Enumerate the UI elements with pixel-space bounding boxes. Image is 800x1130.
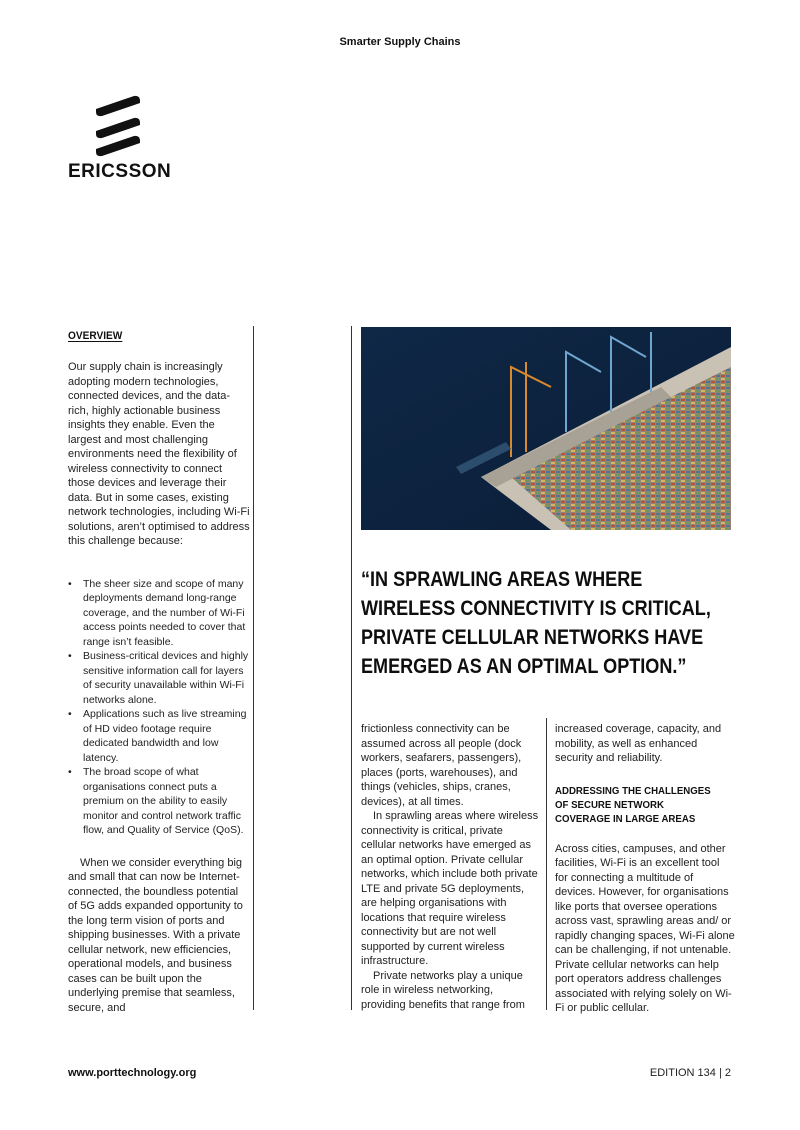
overview-heading: OVERVIEW (68, 330, 123, 342)
pull-quote: “IN SPRAWLING AREAS WHERE WIRELESS CONNECTIVITY IS CRITICAL, PRIVATE CELLULAR NETWORKS HAVE EMERGED AS AN OPTIMAL OPTION.” (361, 568, 711, 678)
list-item: • The broad scope of what organisations connect puts a premium on the ability to easily monitor and control network traffic flow, and Quality of Service (QoS). (68, 766, 244, 836)
overview-column (68, 330, 250, 1015)
logo-wordmark: ERICSSON (68, 161, 172, 182)
bullet-icon: • (68, 577, 72, 590)
overview-intro: Our supply chain is increasingly adopting modern technologies, connected devices, and the data-rich, highly actionable business insights they enable. Even the largest and most challenging environments need the flexibility of wireless connectivity to connect those devices and leverage their data. But in some cases, existing network technologies, including Wi-Fi solutions, aren’t optimised to address this challenge because: (68, 361, 250, 547)
list-item: • Business-critical devices and highly sensitive information call for layers of security unavailable within Wi-Fi networks alone. (68, 650, 249, 706)
list-item: • Applications such as live streaming of HD video footage require dedicated bandwidth and low latency. (68, 708, 247, 764)
bullet-icon: • (68, 708, 72, 720)
right-column (555, 722, 735, 1016)
column-divider (253, 326, 254, 1010)
middle-column (361, 722, 539, 1012)
overview-bullet-list (68, 577, 250, 838)
section-heading: ADDRESSING THE CHALLENGES OF SECURE NETWORK COVERAGE IN LARGE AREAS (555, 784, 711, 825)
overview-paragraph-2: When we consider everything big and small that can now be Internet-connected, the boundless potential of 5G adds expanded opportunity to the long term vision of ports and shipping businesses. With a private cellular network, new efficiencies, operational models, and business cases can be built upon the underlying premise that seamless, secure, and (68, 856, 243, 1014)
right-paragraph-2: Across cities, campuses, and other facilities, Wi-Fi is an excellent tool for connecting a multitude of devices. However, for organisations like ports that oversee operations across vast, sprawling areas and/ or rapidly changing spaces, Wi-Fi alone can be challenging, if not untenable. Private cellular networks can help port operators address challenges associated with relying solely on Wi-Fi or public cellular. (555, 842, 735, 1014)
middle-paragraph-1: frictionless connectivity can be assumed across all people (dock workers, seafarers, passengers), places (ports, warehouses), and things (vehicles, ships, cranes, devices), at all times. (361, 723, 522, 808)
middle-paragraph-2: In sprawling areas where wireless connectivity is critical, private cellular networks have emerged as an optimal option. Private cellular networks, which include both private LTE and private 5G deployments, are helping organisations with locations that require wireless connectivity but are not well supported by current wireless infrastructure. (361, 810, 539, 967)
list-item: • The sheer size and scope of many deployments demand long-range coverage, and the number of Wi-Fi access points needed to cover that range isn’t feasible. (68, 577, 246, 648)
footer-edition: EDITION 134 | 2 (649, 1067, 731, 1079)
middle-paragraph-3: Private networks play a unique role in wireless networking, providing benefits that range from (361, 969, 525, 1011)
column-divider (351, 326, 352, 1010)
column-divider (546, 718, 547, 1010)
bullet-icon: • (68, 650, 72, 662)
ericsson-mark-icon (94, 95, 142, 157)
footer-website-link[interactable]: www.porttechnology.org (68, 1067, 197, 1079)
ericsson-logo (68, 95, 170, 185)
bullet-icon: • (68, 766, 72, 778)
port-aerial-photo (361, 327, 731, 530)
running-header: Smarter Supply Chains (339, 36, 461, 48)
port-image (361, 327, 731, 530)
right-paragraph-1: increased coverage, capacity, and mobility, as well as enhanced security and reliability. (555, 723, 722, 764)
